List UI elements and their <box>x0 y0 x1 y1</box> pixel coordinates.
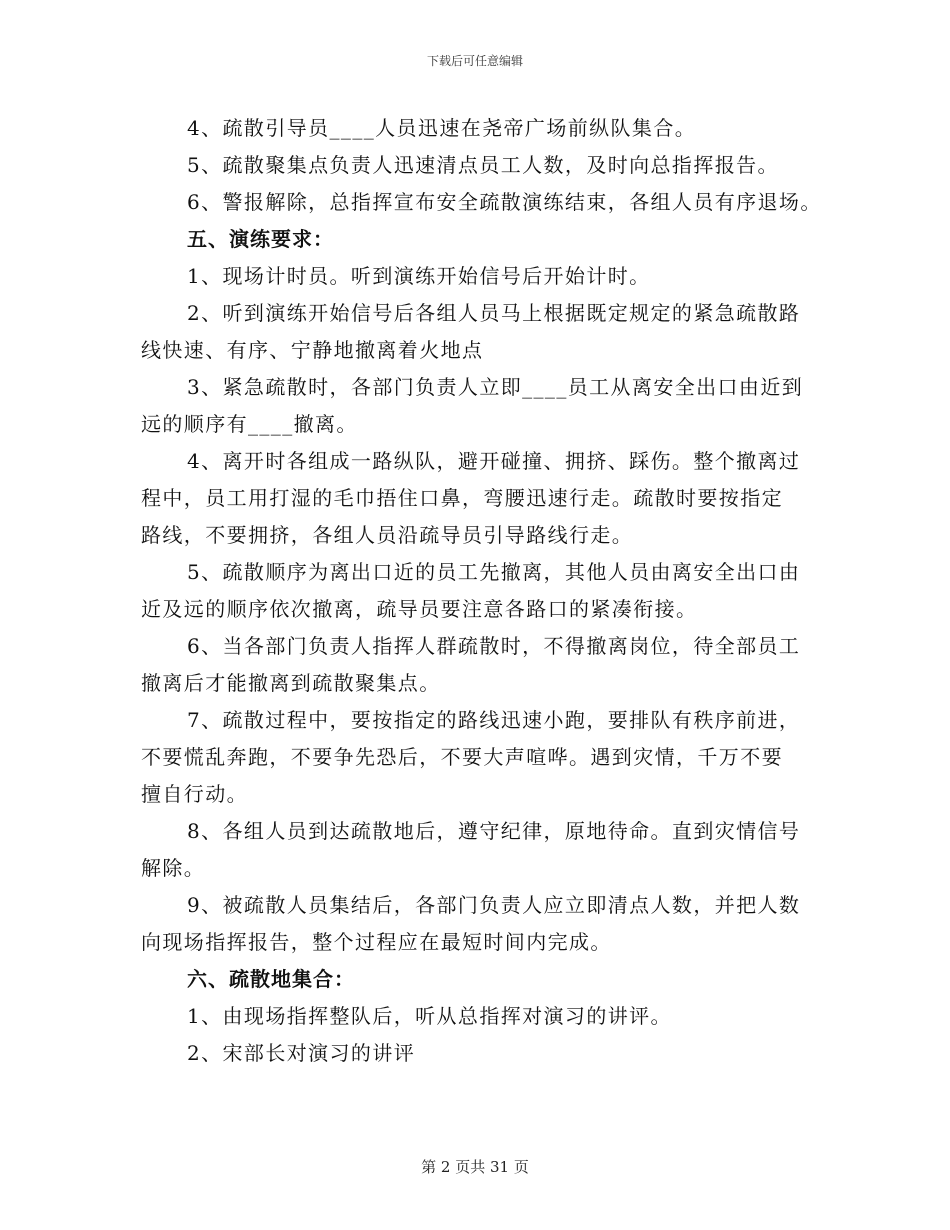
paragraph-line: 5、疏散聚集点负责人迅速清点员工人数，及时向总指挥报告。 <box>187 153 779 177</box>
paragraph-line: 4、离开时各组成一路纵队，避开碰撞、拥挤、踩伤。整个撤离过 <box>187 449 801 473</box>
paragraph-line: 远的顺序有____撤离。 <box>141 412 358 436</box>
paragraph-line: 5、疏散顺序为离出口近的员工先撤离，其他人员由离安全出口由 <box>187 560 801 584</box>
paragraph-line: 程中，员工用打湿的毛巾捂住口鼻，弯腰迅速行走。疏散时要按指定 <box>141 486 783 510</box>
paragraph-line: 7、疏散过程中，要按指定的路线迅速小跑，要排队有秩序前进， <box>187 708 801 732</box>
paragraph-line: 9、被疏散人员集结后，各部门负责人应立即清点人数，并把人数 <box>187 893 801 917</box>
section-heading: 五、演练要求： <box>187 227 334 251</box>
paragraph-line: 解除。 <box>141 856 206 880</box>
paragraph-line: 线快速、有序、宁静地撤离着火地点 <box>141 338 484 362</box>
paragraph-line: 1、由现场指挥整队后，听从总指挥对演习的讲评。 <box>187 1004 672 1028</box>
paragraph-line: 不要慌乱奔跑，不要争先恐后，不要大声喧哗。遇到灾情，千万不要 <box>141 745 783 769</box>
page-header: 下载后可任意编辑 <box>426 54 523 68</box>
section-heading: 六、疏散地集合： <box>187 967 355 991</box>
paragraph-line: 向现场指挥报告，整个过程应在最短时间内完成。 <box>141 930 612 954</box>
paragraph-line: 1、现场计时员。听到演练开始信号后开始计时。 <box>187 264 651 288</box>
paragraph-line: 擅自行动。 <box>141 782 248 806</box>
paragraph-line: 2、听到演练开始信号后各组人员马上根据既定规定的紧急疏散路 <box>187 301 801 325</box>
paragraph-line: 2、宋部长对演习的讲评 <box>187 1041 416 1065</box>
paragraph-line: 撤离后才能撤离到疏散聚集点。 <box>141 671 441 695</box>
paragraph-line: 6、警报解除，总指挥宣布安全疏散演练结束，各组人员有序退场。 <box>187 190 822 214</box>
paragraph-line: 路线，不要拥挤，各组人员沿疏导员引导路线行走。 <box>141 523 634 547</box>
paragraph-line: 近及远的顺序依次撤离，疏导员要注意各路口的紧凑衔接。 <box>141 597 698 621</box>
page-footer: 第 2 页共 31 页 <box>421 1158 529 1176</box>
paragraph-line: 8、各组人员到达疏散地后，遵守纪律，原地待命。直到灾情信号 <box>187 819 801 843</box>
paragraph-line: 6、当各部门负责人指挥人群疏散时，不得撤离岗位，待全部员工 <box>187 634 801 658</box>
paragraph-line: 4、疏散引导员____人员迅速在尧帝广场前纵队集合。 <box>187 116 697 140</box>
paragraph-line: 3、紧急疏散时，各部门负责人立即____员工从离安全出口由近到 <box>187 375 804 399</box>
